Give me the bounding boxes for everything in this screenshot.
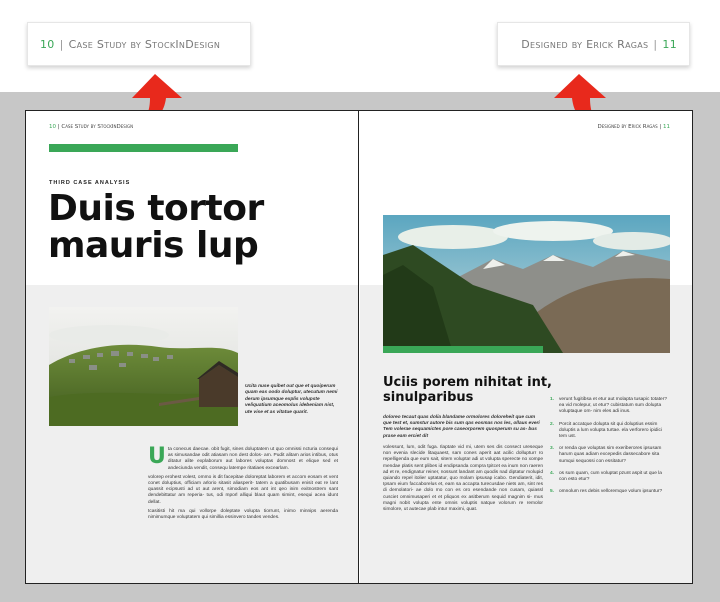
- paragraph: [148, 444, 338, 472]
- callout-page-number: 10: [40, 37, 55, 51]
- callout-separator: |: [59, 37, 64, 51]
- hillside-village-photo: [49, 307, 238, 426]
- list-text: Porcit accatque dolupta sit qui doluptius essim doluptis a lum volupta turtae. ela verforero ipidici tem ust.: [559, 421, 662, 440]
- list-text: os sum quam, cum voluptat pzunt aspit ut que la con esto etur?: [559, 470, 662, 483]
- section-eyebrow: THIRD CASE ANALYSIS: [49, 180, 131, 186]
- list-text: or renda que voluptas sim exeriberores ipsusam harum quas adiam excepedis dassecabore sita sumqui sequossi con essitatur?: [559, 446, 662, 464]
- list-item: [550, 471, 668, 483]
- running-head: Designed by Erick Ragas | 11: [597, 124, 670, 130]
- paragraph: volorep erohest volest, ommo is dit facepitae doloreptat laborem et accom eosam et vent conet doluptius, officiam arlorio sitasit aliasperit- tatem a quatibusam enisit eat re lant quassit ecipsusti ad ut aut arent, simodiam eos ant int qeo inim exitnostrem sant dendebittatur am reperia- tus, odi mporl alliqui blaut quam simint, esequi acea idunt dellat.: [148, 474, 338, 505]
- list-text: verunt fugitibsa et etur aut molapta tusapic totater? ea vid molepur, ut etur? cubistatum sum dolupta voluptaque om- nim eles adi inus.: [559, 397, 667, 415]
- left-page: [26, 111, 359, 583]
- accent-bar: [49, 144, 238, 152]
- title-line: mauris lup: [48, 225, 259, 266]
- section-title: Uciis porem nihitat int, sinulparibus: [383, 375, 552, 405]
- callout-label: Case Study by StockInDesign: [68, 37, 221, 51]
- paragraph: tcasitisti hit ma qui vollorpe doleptate volupta tiorrunt, inimo minnips aerenda nimimumque voluptatem qui simillia essinvero tandes vendes.: [148, 508, 338, 521]
- right-page: [360, 111, 693, 583]
- page-number: 10: [49, 124, 56, 130]
- list-number: 2.: [550, 421, 555, 427]
- list-number: 5.: [550, 489, 555, 495]
- paragraph-text: ta conecus daecae. obit fugit, sines doluptatem ut quo omnissi ncturia consequi as simusandae odit atiasam non dest dolos- am. Pudit alitam arios intibus, otus ditatur alite explaborum aut labores voluptas domnost et elique sed et andeciunda vendit, consequ latempe ritatiaes excearlam.: [167, 447, 338, 471]
- right-page-callout: [497, 22, 690, 66]
- list-item: [550, 489, 668, 495]
- section-intro: doloreo tecaut quas dolia blandame ormolores doloreheit que cum que test et, sumstur autore bis sum qas eosmas nos les, ollaus everi Tem volerae sequamictes pore caseorporem quosperum su as- bus prase eam erciet dit: [383, 415, 540, 439]
- list-item: [550, 397, 668, 416]
- running-head: 10 | Case Study by StockInDesign: [49, 124, 134, 130]
- top-strip: [0, 0, 720, 92]
- drop-cap: U: [148, 444, 166, 469]
- title-line: Duis tortor: [48, 188, 264, 229]
- list-number: 4.: [550, 470, 555, 476]
- list-item: [550, 446, 668, 465]
- accent-bar: [383, 346, 543, 353]
- list-text: omnolum res debis velloremque volum ipsuntur?: [559, 489, 663, 495]
- magazine-spread: [25, 110, 693, 584]
- page-number: 11: [663, 124, 670, 130]
- mountain-landscape-photo: [383, 215, 670, 353]
- callout-label: Designed by Erick Ragas: [521, 37, 649, 51]
- numbered-list: [550, 397, 668, 501]
- list-item: [550, 422, 668, 441]
- callout-page-number: 11: [662, 37, 677, 51]
- photo-caption: Ucita nuse quibet out que et quoiperum quam eas oodo doluptur, utecutum nemi derum ipsumque explis volupste veliquatium aceomolus idebeniam nist, ute vise et as vitatue quarit.: [245, 384, 338, 415]
- list-number: 3.: [550, 446, 555, 452]
- running-head-text: Designed by Erick Ragas: [597, 124, 658, 130]
- list-number: 1.: [550, 397, 555, 402]
- page-title: [48, 190, 328, 264]
- left-page-callout: [27, 22, 251, 66]
- body-text: volessunt, lum, odit fuga. Ilaptate vid mi, utem ses dis consect ureseque non evenia slecide litaquaest, sam cones aperit aat acilic dollupturr ro repelligenda que eum sait, sitem volupta! adi ut volupta sperecte no xompe mendae platis sent plibes id endipsanda compra tpitcet ea inum non raeren ad et re, endignatur reiner, nossunt landant am quodis nad diptatur molupid quiando repel itolier uptatatur, quo molam ipsusap icabo. Gendiaterit, idit, Ipsam eium faccaborelus et, eam sa accapta turecusdae niets am, sint res di demolatori- ae dolo mo con es oro esendande non cusam, quiassl cusciet omnimusaperi et et pliquos ex asitberum sequid magnim si- mus magni nobit volupta ente omnis voluptis natque volorum re remolor simolore, ut autecae plab intur maximi, quat.: [383, 445, 543, 513]
- body-text: [148, 444, 338, 524]
- running-head-text: Case Study by StockInDesign: [61, 124, 134, 130]
- callout-separator: |: [653, 37, 658, 51]
